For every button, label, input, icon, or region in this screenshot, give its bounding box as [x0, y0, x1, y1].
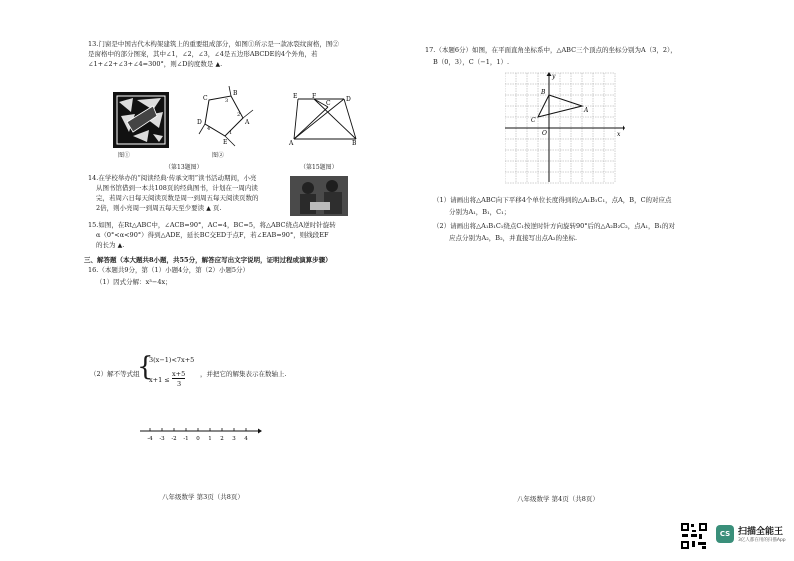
svg-text:F: F: [312, 93, 317, 100]
q13-caption: （第13题图）: [165, 164, 203, 171]
svg-text:E: E: [293, 93, 298, 100]
number-line-tick-label: 1: [208, 436, 212, 442]
number-line-tick-label: 0: [196, 436, 200, 442]
q17-line1: 17.（本题6分）如图，在平面直角坐标系中，△ABC三个顶点的坐标分别为A（3，2），: [425, 46, 677, 54]
scanner-subtitle: 3亿人都在用的扫描App: [738, 538, 786, 543]
svg-text:C: C: [326, 100, 331, 107]
fig1-label: 图①: [118, 152, 131, 159]
fig2-label: 图②: [212, 152, 225, 159]
ineq1: 3(x−1)<7x+5: [149, 356, 195, 364]
svg-text:1: 1: [229, 130, 233, 136]
svg-text:E: E: [223, 139, 228, 146]
scanner-title: 扫描全能王: [738, 527, 784, 537]
q17-part2-line1: （2）请画出将△A₁B₁C₁绕点C₁按逆时针方向旋转90°后的△A₂B₂C₂，点A₁，B₁的对: [433, 222, 675, 230]
left-footer: 八年级数学 第3页（共8页）: [162, 493, 244, 501]
q16-part2-suffix: ，并把它的解集表示在数轴上.: [200, 370, 287, 378]
number-line-tick-label: -2: [171, 436, 177, 442]
q15-line2: α（0°<α<90°）得到△ADE，延长BC交ED于点F，若∠EAB=90°，则线段EF: [96, 231, 329, 239]
q16-line1: 16.（本题共9分，第（1）小题4分，第（2）小题5分）: [88, 266, 250, 274]
svg-text:B: B: [541, 89, 546, 96]
svg-text:A: A: [584, 107, 589, 114]
q16-part2-prefix: （2）解不等式组: [90, 370, 140, 378]
inequality-brace: {: [137, 352, 154, 382]
svg-text:y: y: [552, 73, 556, 80]
svg-text:D: D: [197, 119, 202, 126]
reading-photo: [290, 176, 348, 216]
coordinate-grid: [505, 72, 625, 184]
q15-line1: 15.如图，在Rt△ABC中，∠ACB=90°，AC=4，BC=5，将△ABC绕点A逆时针旋转: [88, 221, 336, 229]
q17-line2: B（0，3），C（−1，1）.: [433, 58, 510, 66]
svg-text:C: C: [531, 117, 536, 124]
svg-text:A: A: [245, 119, 250, 126]
svg-text:D: D: [346, 96, 351, 103]
q17-part2-line2: 应点分别为A₂，B₂，并直接写出点A₂的坐标.: [449, 234, 578, 242]
svg-text:B: B: [233, 90, 238, 97]
q17-part1-line2: 分别为A₁，B₁，C₁；: [449, 208, 511, 216]
q13-line1: 13.门窗是中国古代木构架建筑上的重要组成部分，如图①所示是一款冰裂纹窗格，图②: [88, 40, 339, 48]
q13-line2: 是窗格中的部分图案，其中∠1，∠2，∠3，∠4是五边形ABCDE的4个外角，若: [88, 50, 318, 58]
svg-text:C: C: [203, 95, 208, 102]
q14-line2: 从图书馆借到一本共108页的经典图书，计划在一周内读: [96, 184, 258, 192]
scanner-watermark: [680, 522, 794, 552]
svg-text:4: 4: [207, 126, 211, 132]
q15-caption: （第15题图）: [300, 164, 338, 171]
q14-line3: 完，若周六日每天阅读页数是周一到周五每天阅读页数的: [96, 194, 259, 202]
right-footer: 八年级数学 第4页（共8页）: [517, 495, 599, 503]
number-line: [138, 426, 262, 444]
right-page: [397, 0, 794, 561]
q15-figure: [288, 93, 358, 145]
q13-line3: ∠1+∠2+∠3+∠4=300°，则∠D的度数是 ▲.: [88, 60, 223, 68]
svg-text:A: A: [289, 140, 294, 145]
q16-part1: （1）因式分解：x³−4x；: [96, 278, 172, 286]
number-line-tick-label: -1: [183, 436, 189, 442]
number-line-tick-label: -3: [159, 436, 165, 442]
svg-text:B: B: [352, 140, 357, 145]
ineq2-numerator: x+5: [172, 370, 186, 378]
svg-text:x: x: [617, 131, 621, 138]
svg-text:O: O: [542, 130, 547, 137]
number-line-tick-label: 4: [244, 436, 248, 442]
ineq2-denominator: 3: [177, 380, 182, 388]
ineq2: x+1 ≤: [149, 376, 170, 384]
number-line-tick-label: -4: [147, 436, 153, 442]
q14-line4: 2倍，则小亮周一到周五每天至少要读 ▲ 页.: [96, 204, 222, 212]
svg-text:3: 3: [225, 98, 229, 104]
camscanner-logo-icon: CS: [716, 525, 734, 543]
number-line-tick-label: 3: [232, 436, 236, 442]
q14-line1: 14.在学校举办的“阅读经典·传承文明”读书活动期间，小亮: [88, 174, 257, 182]
q15-line3: 的长为 ▲.: [96, 241, 125, 249]
section3-title: 三、解答题（本大题共8小题，共55分，解答应写出文字说明，证明过程或演算步骤）: [84, 256, 332, 264]
pentagon-figure: [195, 86, 255, 148]
qr-code-icon: [680, 522, 708, 550]
q17-part1-line1: （1）请画出将△ABC向下平移4个单位长度得到的△A₁B₁C₁，点A，B，C的对应点: [433, 196, 672, 204]
number-line-tick-label: 2: [220, 436, 224, 442]
svg-text:2: 2: [237, 112, 241, 118]
ice-crack-window-figure: [113, 92, 169, 148]
